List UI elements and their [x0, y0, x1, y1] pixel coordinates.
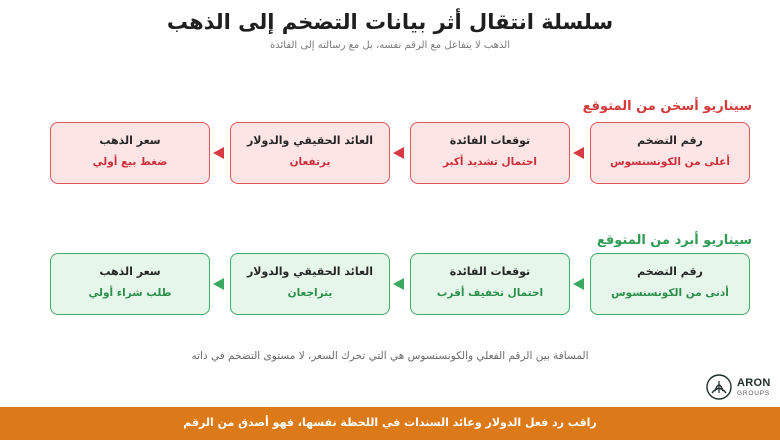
step-title: توقعات الفائدة [449, 265, 531, 278]
footer-text: راقب رد فعل الدولار وعائد السندات في اللحظة نفسها، فهو أصدق من الرقم [183, 416, 597, 429]
step-value: أدنى من الكونسنسوس [611, 287, 729, 299]
step-title: سعر الذهب [99, 134, 161, 147]
step-value: احتمال تخفيف أقرب [436, 287, 544, 299]
step-title: العائد الحقيقي والدولار [246, 134, 374, 147]
logo-subname: GROUPS [737, 390, 770, 397]
scenario-title: سيناريو أسخن من المتوقع [582, 99, 752, 114]
step-value: ضغط بيع أولي [92, 156, 168, 168]
arrow-left-icon [213, 147, 224, 159]
scenario-title: سيناريو أبرد من المتوقع [596, 233, 752, 248]
flow-step-rate-expectations [410, 122, 570, 184]
flow-step-gold-price [50, 253, 210, 315]
flow-step-real-yield-dollar [230, 253, 390, 315]
step-value: يتراجعان [287, 287, 333, 299]
arrow-left-icon [393, 147, 404, 159]
step-title: توقعات الفائدة [449, 134, 531, 147]
step-title: رقم التضخم [637, 134, 703, 147]
brand-logo [706, 374, 771, 402]
page-title: سلسلة انتقال أثر بيانات التضخم إلى الذهب [166, 10, 614, 34]
step-value: أعلى من الكونسنسوس [610, 156, 730, 168]
logo-name: ARON [737, 377, 771, 389]
flow-step-gold-price [50, 122, 210, 184]
arrow-left-icon [573, 147, 584, 159]
page-subtitle: الذهب لا يتفاعل مع الرقم نفسه، بل مع رسالته إلى الفائدة [270, 40, 510, 51]
flow-step-inflation-print [590, 122, 750, 184]
arrow-left-icon [213, 278, 224, 290]
step-title: سعر الذهب [99, 265, 161, 278]
arrow-left-icon [573, 278, 584, 290]
aron-groups-logo-icon [706, 374, 732, 400]
footnote: المسافة بين الرقم الفعلي والكونسنسوس هي التي تحرك السعر، لا مستوى التضخم في ذاته [191, 350, 589, 362]
step-title: رقم التضخم [637, 265, 703, 278]
flow-step-inflation-print [590, 253, 750, 315]
step-value: احتمال تشديد أكبر [442, 156, 538, 168]
step-value: يرتفعان [289, 156, 331, 168]
step-value: طلب شراء أولي [88, 287, 172, 299]
arrow-left-icon [393, 278, 404, 290]
step-title: العائد الحقيقي والدولار [246, 265, 374, 278]
footer-banner [0, 407, 780, 440]
flow-step-rate-expectations [410, 253, 570, 315]
flow-step-real-yield-dollar [230, 122, 390, 184]
